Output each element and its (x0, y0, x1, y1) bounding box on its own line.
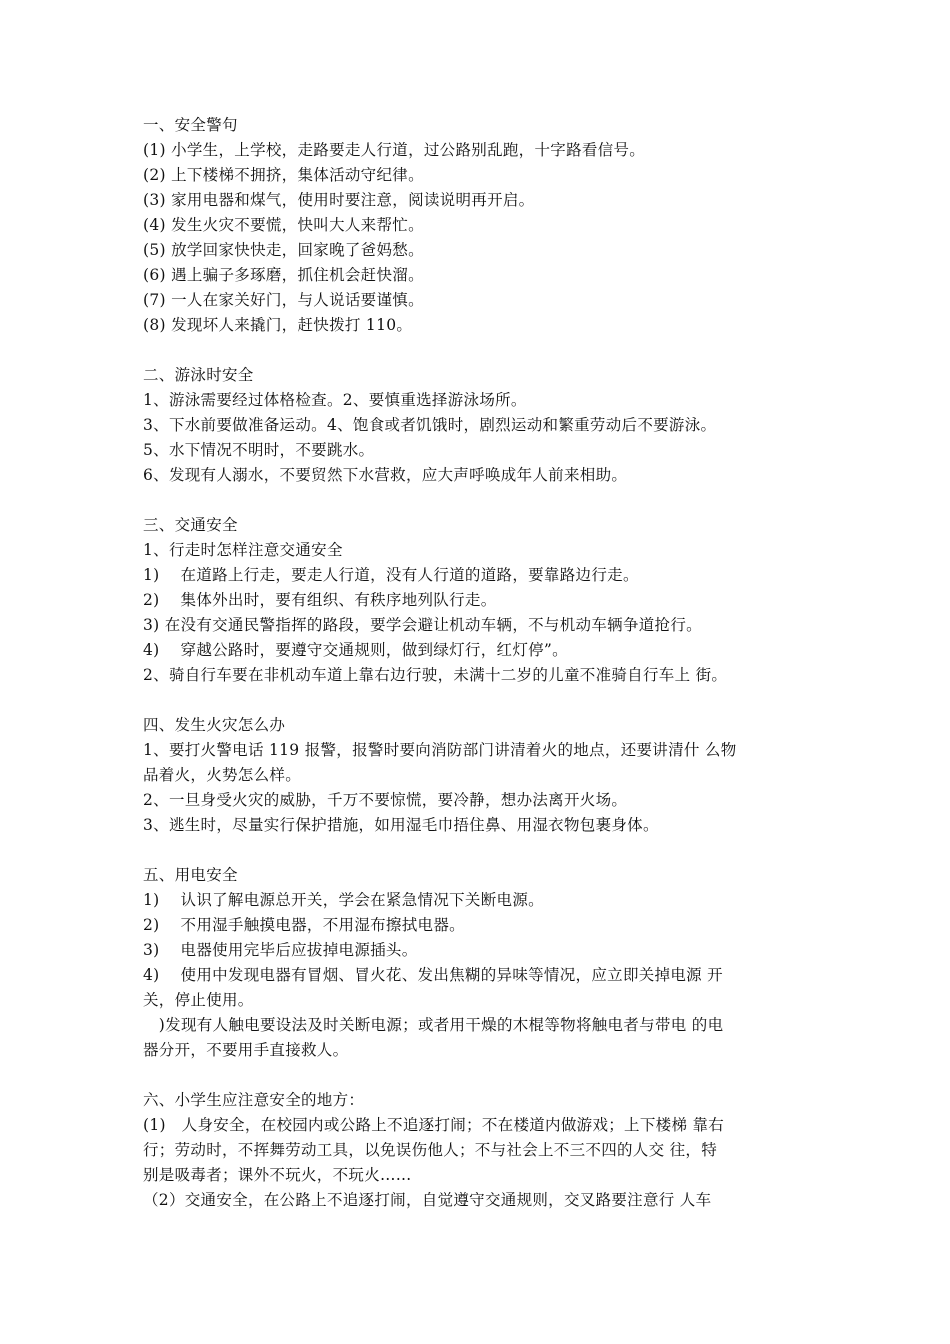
text-line: (2) 上下楼梯不拥挤，集体活动守纪律。 (143, 166, 424, 184)
text-line: 5、水下情况不明时，不要跳水。 (143, 441, 375, 459)
text-line: 1) 认识了解电源总开关，学会在紧急情况下关断电源。 (143, 891, 544, 909)
section-heading: 三、交通安全 (143, 516, 238, 534)
text-line: （2）交通安全，在公路上不追逐打闹，自觉遵守交通规则，交叉路要注意行 人车 (143, 1191, 712, 1209)
section-heading: 五、用电安全 (143, 866, 238, 884)
text-line: )发现有人触电要设法及时关断电源；或者用干燥的木棍等物将触电者与带电 的电 (143, 1016, 724, 1034)
text-line: (1) 小学生，上学校，走路要走人行道，过公路别乱跑，十字路看信号。 (143, 141, 646, 159)
text-line: 2) 不用湿手触摸电器，不用湿布擦拭电器。 (143, 916, 465, 934)
text-line: 器分开，不要用手直接救人。 (143, 1041, 349, 1059)
text-line: (4) 发生火灾不要慌，快叫大人来帮忙。 (143, 216, 424, 234)
text-line: 关，停止使用。 (143, 991, 254, 1009)
text-line: 3) 在没有交通民警指挥的路段，要学会避让机动车辆，不与机动车辆争道抢行。 (143, 616, 702, 634)
text-line: 1) 在道路上行走，要走人行道，没有人行道的道路，要靠路边行走。 (143, 566, 639, 584)
text-line: 1、行走时怎样注意交通安全 (143, 541, 343, 559)
text-line: (1) 人身安全，在校园内或公路上不追逐打闹；不在楼道内做游戏；上下楼梯 靠右 (143, 1116, 725, 1134)
text-line: 3、逃生时，尽量实行保护措施，如用湿毛巾捂住鼻、用湿衣物包裹身体。 (143, 816, 659, 834)
text-line: (7) 一人在家关好门，与人说话要谨慎。 (143, 291, 424, 309)
section-heading: 四、发生火灾怎么办 (143, 716, 286, 734)
text-line: 2、一旦身受火灾的威胁，千万不要惊慌，要冷静，想办法离开火场。 (143, 791, 628, 809)
text-line: 别是吸毒者；课外不玩火，不玩火…… (143, 1166, 412, 1184)
section-heading: 六、小学生应注意安全的地方： (143, 1091, 365, 1109)
text-line: (6) 遇上骗子多琢磨，抓住机会赶快溜。 (143, 266, 424, 284)
text-line: 4) 使用中发现电器有冒烟、冒火花、发出焦糊的异味等情况，应立即关掉电源 开 (143, 966, 723, 984)
text-line: 2) 集体外出时，要有组织、有秩序地列队行走。 (143, 591, 497, 609)
text-line: 1、游泳需要经过体格检查。2、要慎重选择游泳场所。 (143, 391, 527, 409)
text-line: (5) 放学回家快快走，回家晚了爸妈愁。 (143, 241, 424, 259)
text-line: 4) 穿越公路时，要遵守交通规则，做到绿灯行，红灯停”。 (143, 641, 568, 659)
text-line: 3、下水前要做准备运动。4、饱食或者饥饿时，剧烈运动和繁重劳动后不要游泳。 (143, 416, 717, 434)
text-line: 6、发现有人溺水，不要贸然下水营救，应大声呼唤成年人前来相助。 (143, 466, 628, 484)
text-line: 品着火，火势怎么样。 (143, 766, 302, 784)
text-line: (8) 发现坏人来撬门，赶快拨打 110。 (143, 316, 413, 334)
text-line: 2、骑自行车要在非机动车道上靠右边行驶，未满十二岁的儿童不准骑自行车上 街。 (143, 666, 728, 684)
text-line: 3) 电器使用完毕后应拔掉电源插头。 (143, 941, 418, 959)
text-line: 1、要打火警电话 119 报警，报警时要向消防部门讲清着火的地点，还要讲清什 么物 (143, 741, 737, 759)
text-line: (3) 家用电器和煤气，使用时要注意，阅读说明再开启。 (143, 191, 535, 209)
text-line: 行；劳动时，不挥舞劳动工具，以免误伤他人；不与社会上不三不四的人交 往，特 (143, 1141, 718, 1159)
section-heading: 一、安全警句 (143, 116, 238, 134)
section-heading: 二、游泳时安全 (143, 366, 254, 384)
